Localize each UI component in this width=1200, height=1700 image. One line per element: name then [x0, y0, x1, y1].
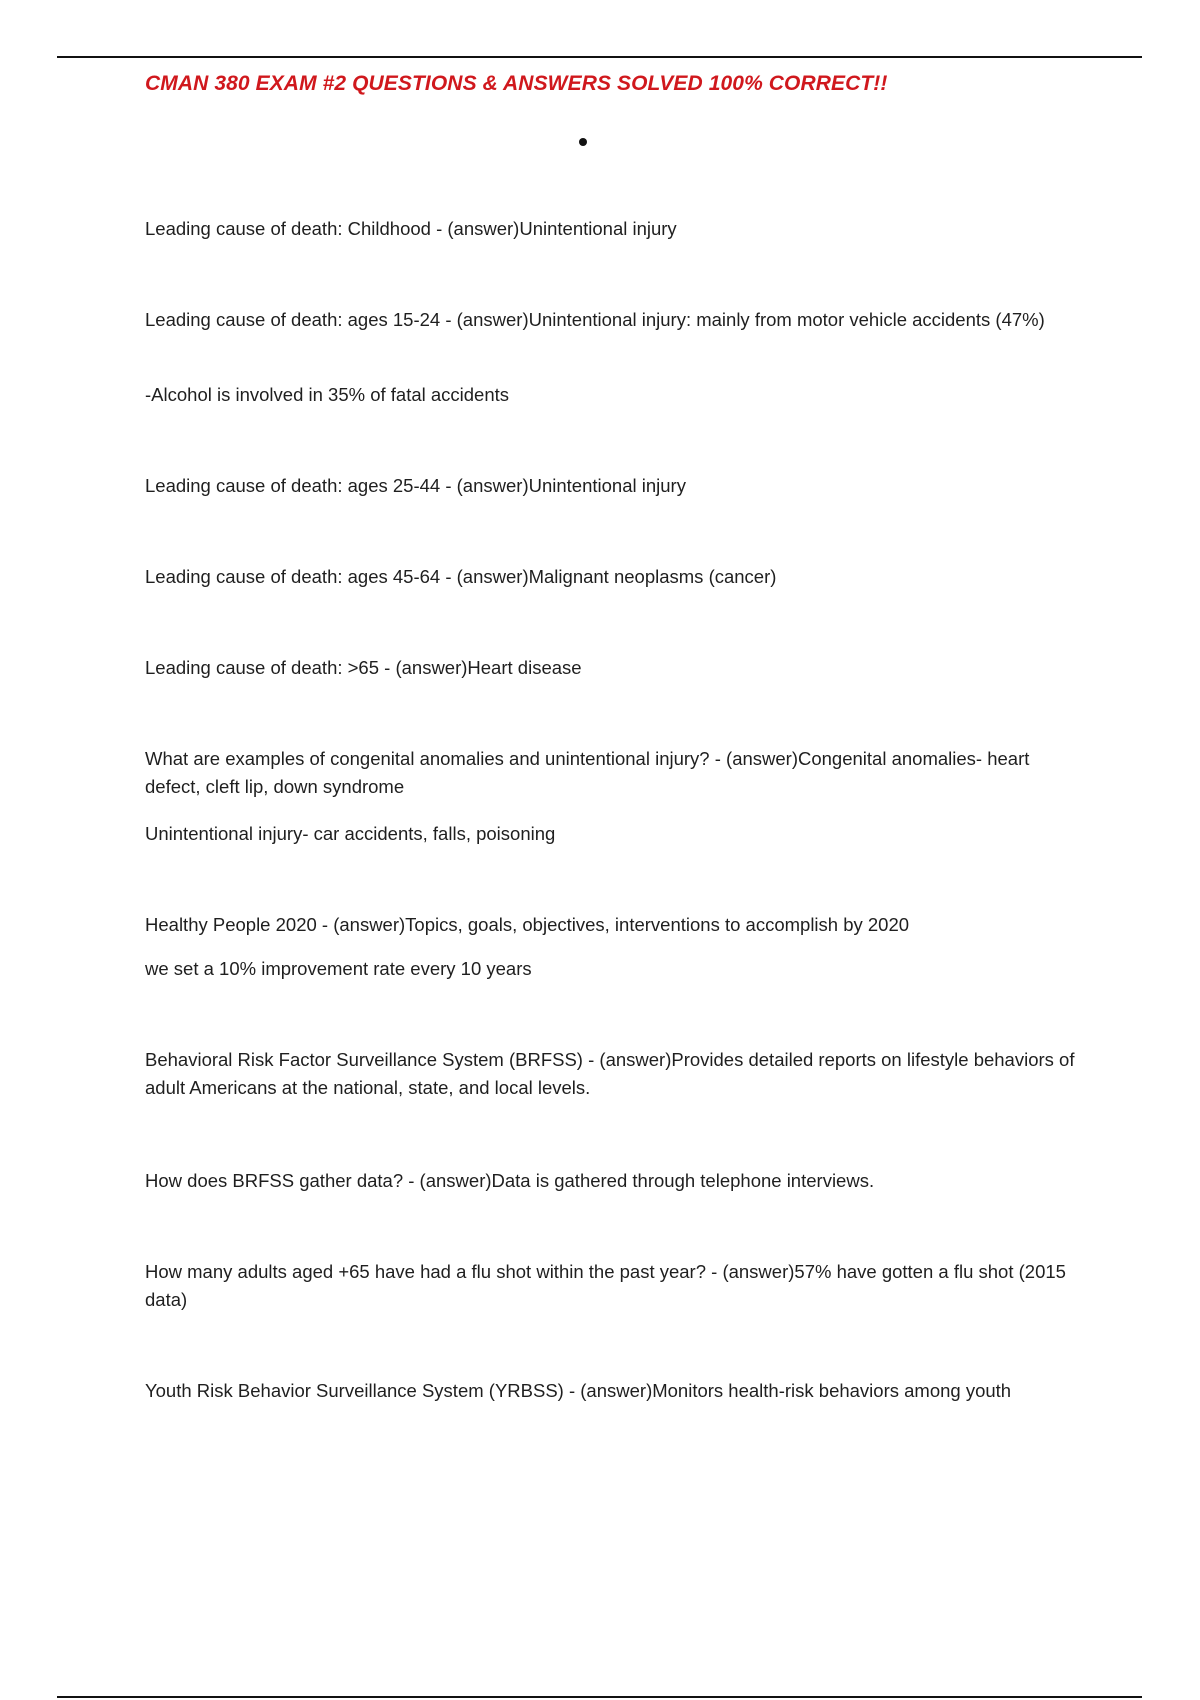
qa-entry-healthy-people-2020: Healthy People 2020 - (answer)Topics, goals, objectives, interventions to accomplish by 2020	[145, 914, 910, 935]
bullet-icon	[579, 138, 587, 146]
qa-entry-ages-45-64: Leading cause of death: ages 45-64 - (answer)Malignant neoplasms (cancer)	[145, 566, 777, 587]
qa-entry-congenital-anomalies: What are examples of congenital anomalies and unintentional injury? - (answer)Congenital anomalies- heart defect, cleft lip, down syndrome	[145, 748, 1030, 797]
qa-entry-over-65: Leading cause of death: >65 - (answer)Heart disease	[145, 657, 582, 678]
qa-entry-healthy-people-2020-note: we set a 10% improvement rate every 10 years	[145, 958, 532, 979]
qa-entry-ages-25-44: Leading cause of death: ages 25-44 - (answer)Unintentional injury	[145, 475, 686, 496]
qa-entry-flu-shot: How many adults aged +65 have had a flu shot within the past year? - (answer)57% have gotten a flu shot (2015 data)	[145, 1261, 1066, 1310]
bottom-rule	[57, 1696, 1142, 1698]
qa-entry-yrbss: Youth Risk Behavior Surveillance System (YRBSS) - (answer)Monitors health-risk behaviors among youth	[145, 1380, 1012, 1401]
qa-entry-brfss-data: How does BRFSS gather data? - (answer)Data is gathered through telephone interviews.	[145, 1170, 875, 1191]
top-rule	[57, 56, 1142, 58]
qa-entry-brfss: Behavioral Risk Factor Surveillance System (BRFSS) - (answer)Provides detailed reports on lifestyle behaviors of adult Americans at the national, state, and local levels.	[145, 1049, 1075, 1098]
qa-entry-ages-15-24: Leading cause of death: ages 15-24 - (answer)Unintentional injury: mainly from motor vehicle accidents (47%)	[145, 309, 1045, 330]
qa-entry-congenital-anomalies-note: Unintentional injury- car accidents, falls, poisoning	[145, 823, 556, 844]
qa-entry-ages-15-24-note: -Alcohol is involved in 35% of fatal accidents	[145, 384, 510, 405]
qa-entry-childhood: Leading cause of death: Childhood - (answer)Unintentional injury	[145, 218, 677, 239]
document-title: CMAN 380 EXAM #2 QUESTIONS & ANSWERS SOLVED 100% CORRECT!!	[145, 72, 888, 95]
